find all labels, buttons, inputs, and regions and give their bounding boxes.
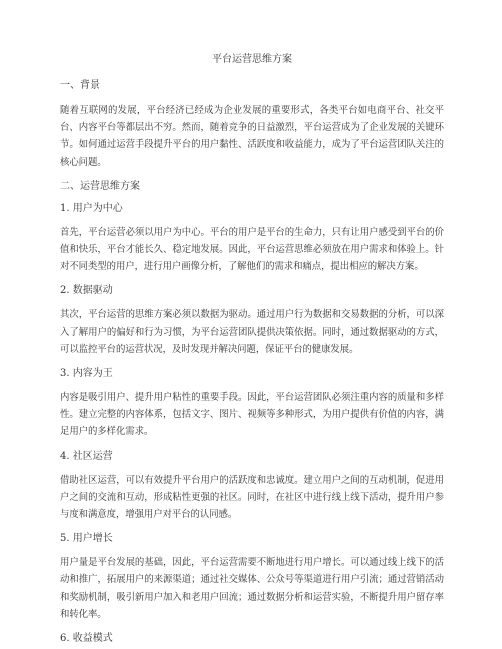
item-heading: 5. 用户增长 [60, 533, 113, 545]
item-heading: 6. 收益模式 [60, 633, 113, 645]
section-operation-plan [60, 181, 444, 645]
item-paragraph: 内容是吸引用户、提升用户粘性的重要手段。因此，平台运营团队必须注重内容的质量和多样性。建立完整的内容体系，包括文字、图片、视频等多种形式，为用户提供有价值的内容，满足用户的多样化需求。 [60, 392, 444, 438]
plan-item-revenue-model [60, 633, 444, 645]
section-heading: 二、运营思维方案 [60, 180, 140, 192]
plan-item-community [60, 451, 444, 524]
section-heading: 一、背景 [60, 80, 100, 91]
item-heading: 2. 数据驱动 [60, 285, 113, 297]
item-heading: 3. 内容为王 [60, 368, 113, 380]
plan-item-content-king [60, 368, 444, 441]
item-paragraph: 用户量是平台发展的基础，因此，平台运营需要不断地进行用户增长。可以通过线上线下的活动和推广，拓展用户的来源渠道；通过社交媒体、公众号等渠道进行用户引流；通过营销活动和奖励机制，吸引新用户加入和老用户回流；通过数据分析和运营实验，不断提升用户留存率和转化率。 [60, 557, 444, 620]
document-title: 平台运营思维方案 [212, 54, 292, 65]
item-paragraph: 借助社区运营，可以有效提升平台用户的活跃度和忠诚度。建立用户之间的互动机制，促进用户之间的交流和互动，形成粘性更强的社区。同时，在社区中进行线上线下活动，提升用户参与度和满意度，增强用户对平台的认同感。 [60, 474, 444, 521]
item-heading: 1. 用户为中心 [60, 202, 123, 214]
plan-item-user-growth [60, 533, 444, 623]
plan-item-user-centric [60, 203, 444, 276]
item-paragraph: 首先，平台运营必须以用户为中心。平台的用户是平台的生命力，只有让用户感受到平台的价值和快乐，平台才能长久、稳定地发展。因此，平台运营思维必须放在用户需求和体验上。针对不同类型的用户，进行用户画像分析，了解他们的需求和痛点，提出相应的解决方案。 [60, 226, 444, 273]
plan-item-data-driven [60, 285, 444, 358]
section-paragraph: 随着互联网的发展，平台经济已经成为企业发展的重要形式，各类平台如电商平台、社交平台、内容平台等都层出不穷。然而，随着竞争的日益激烈，平台运营成为了企业发展的关键环节。如何通过运营手段提升平台的用户黏性、活跃度和收益能力，成为了平台运营团队关注的核心问题。 [60, 105, 444, 168]
item-heading: 4. 社区运营 [60, 450, 113, 462]
section-background [60, 80, 444, 171]
item-paragraph: 其次，平台运营的思维方案必须以数据为驱动。通过用户行为数据和交易数据的分析，可以深入了解用户的偏好和行为习惯，为平台运营团队提供决策依据。同时，通过数据驱动的方式，可以监控平台的运营状况，及时发现并解决问题，保证平台的健康发展。 [60, 309, 444, 355]
